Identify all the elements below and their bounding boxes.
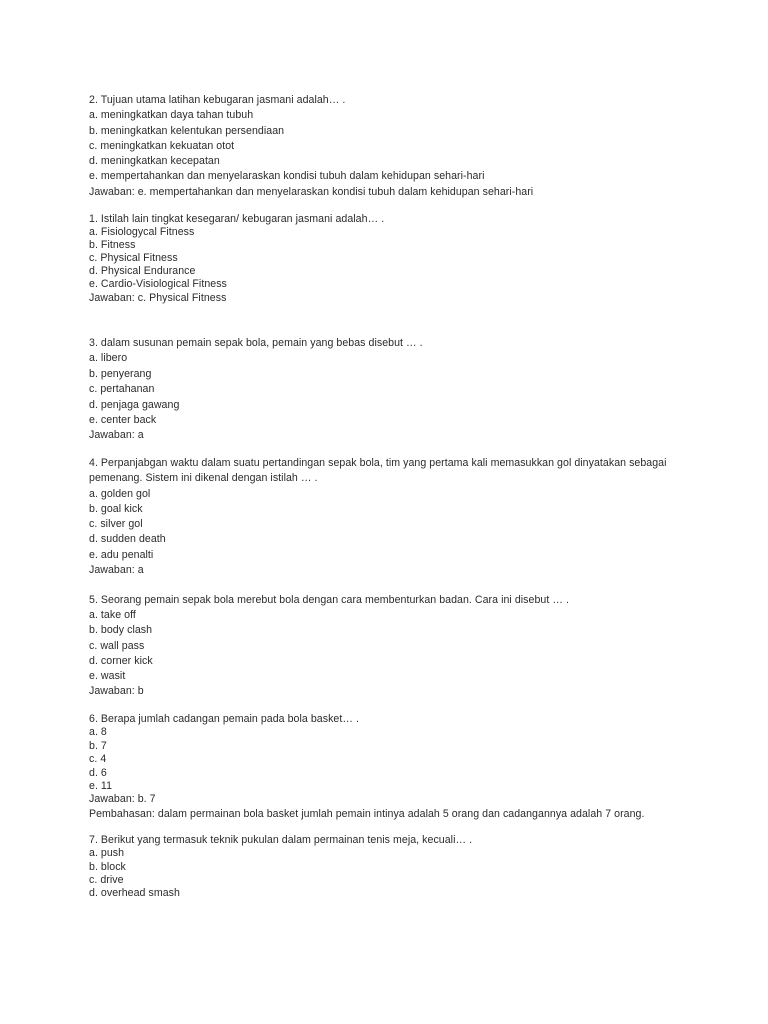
option-e: e. 11 [89, 780, 113, 793]
option-b: b. goal kick [89, 502, 143, 515]
option-e: e. mempertahankan dan menyelaraskan kondisi tubuh dalam kehidupan sehari-hari [89, 170, 485, 183]
question-text: 1. Istilah lain tingkat kesegaran/ kebugaran jasmani adalah… . [89, 213, 385, 225]
question-text: 4. Perpanjabgan waktu dalam suatu pertandingan sepak bola, tim yang pertama kali memasukkan gol dinyatakan sebagai pemenang. Sistem ini dikenal dengan istilah … . [89, 457, 667, 485]
option-c: c. silver gol [89, 518, 143, 531]
option-c: c. Physical Fitness [89, 252, 178, 265]
option-a: a. golden gol [89, 487, 151, 500]
option-c: c. pertahanan [89, 383, 155, 396]
option-d: d. sudden death [89, 533, 166, 546]
answer-text: Jawaban: b. 7 [89, 793, 156, 806]
option-b: b. penyerang [89, 367, 152, 380]
option-e: e. center back [89, 414, 157, 427]
option-b: b. block [89, 860, 126, 873]
option-a: a. meningkatkan daya tahan tubuh [89, 109, 254, 122]
option-c: c. wall pass [89, 639, 145, 652]
option-b: b. 7 [89, 739, 107, 752]
question-text: 3. dalam susunan pemain sepak bola, pemain yang bebas disebut … . [89, 337, 423, 349]
option-b: b. body clash [89, 624, 153, 637]
option-c: c. 4 [89, 753, 107, 766]
option-b: b. Fitness [89, 239, 136, 252]
option-a: a. push [89, 847, 125, 860]
question-block-4 [89, 456, 729, 578]
option-a: a. libero [89, 352, 128, 365]
question-block-2 [89, 93, 729, 200]
option-e: e. wasit [89, 670, 126, 683]
option-a: a. take off [89, 609, 136, 622]
answer-text: Jawaban: c. Physical Fitness [89, 291, 227, 304]
question-block-3 [89, 336, 729, 444]
answer-text: Jawaban: a [89, 429, 144, 442]
option-d: d. 6 [89, 766, 107, 779]
option-a: a. Fisiologycal Fitness [89, 226, 195, 239]
option-d: d. overhead smash [89, 887, 180, 900]
question-block-6 [89, 713, 729, 822]
question-text: 5. Seorang pemain sepak bola merebut bola dengan cara membenturkan badan. Cara ini disebut … . [89, 594, 569, 606]
question-text: 6. Berapa jumlah cadangan pemain pada bola basket… . [89, 713, 359, 725]
answer-text: Jawaban: a [89, 564, 144, 577]
option-a: a. 8 [89, 726, 107, 739]
option-c: c. drive [89, 873, 124, 886]
option-d: d. meningkatkan kecepatan [89, 155, 220, 168]
question-block-7 [89, 834, 729, 900]
question-block-5 [89, 593, 729, 699]
option-b: b. meningkatkan kelentukan persendiaan [89, 124, 285, 137]
option-e: e. adu penalti [89, 548, 154, 561]
answer-text: Jawaban: e. mempertahankan dan menyelaraskan kondisi tubuh dalam kehidupan sehari-hari [89, 185, 534, 198]
question-block-1 [89, 213, 729, 305]
question-text: 7. Berikut yang termasuk teknik pukulan dalam permainan tenis meja, kecuali… . [89, 834, 473, 846]
option-d: d. Physical Endurance [89, 265, 196, 278]
question-text: 2. Tujuan utama latihan kebugaran jasmani adalah… . [89, 94, 346, 106]
explanation-text: Pembahasan: dalam permainan bola basket jumlah pemain intinya adalah 5 orang dan cadangannya adalah 7 orang. [89, 807, 645, 820]
option-d: d. corner kick [89, 654, 153, 667]
option-d: d. penjaga gawang [89, 398, 180, 411]
option-e: e. Cardio-Visiological Fitness [89, 278, 227, 291]
answer-text: Jawaban: b [89, 685, 144, 698]
option-c: c. meningkatkan kekuatan otot [89, 139, 235, 152]
